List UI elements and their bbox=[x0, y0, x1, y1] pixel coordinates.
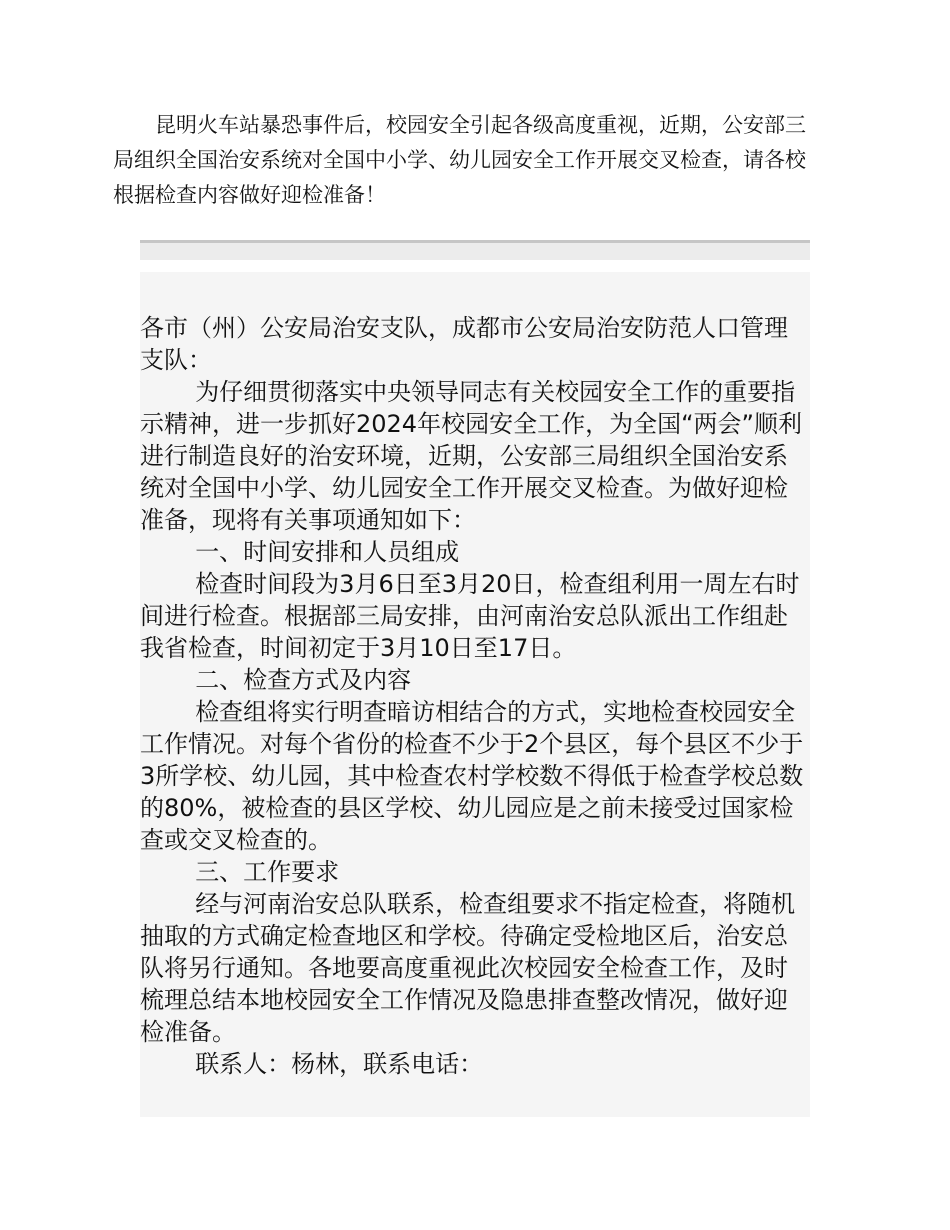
section2-heading: 二、检查方式及内容 bbox=[195, 666, 412, 694]
contact-line: 联系人：杨林，联系电话： bbox=[195, 1050, 484, 1078]
section1-heading: 一、时间安排和人员组成 bbox=[195, 538, 460, 566]
section1-body: 检查时间段为3月6日至3月20日，检查组利用一周左右时间进行检查。根据部三局安排，由河南治安总队派出工作组赴我省检查，时间初定于3月10日至17日。 bbox=[140, 570, 800, 662]
section2-body: 检查组将实行明查暗访相结合的方式，实地检查校园安全工作情况。对每个省份的检查不少于2个县区，每个县区不少于3所学校、幼儿园，其中检查农村学校数不得低于检查学校总数的80%，被检查的县区学校、幼儿园应是之前未接受过国家检查或交叉检查的。 bbox=[140, 698, 804, 854]
intro-paragraph: 昆明火车站暴恐事件后，校园安全引起各级高度重视，近期，公安部三局组织全国治安系统对全国中小学、幼儿园安全工作开展交叉检查，请各校根据检查内容做好迎检准备！ bbox=[113, 113, 806, 207]
notice-salutation: 各市（州）公安局治安支队，成都市公安局治安防范人口管理支队： bbox=[140, 314, 788, 374]
notice-content bbox=[140, 272, 810, 1117]
section3-body: 经与河南治安总队联系，检查组要求不指定检查，将随机抽取的方式确定检查地区和学校。待确定受检地区后，治安总队将另行通知。各地要高度重视此次校园安全检查工作，及时梳理总结本地校园安全工作情况及隐患排查整改情况，做好迎检准备。 bbox=[140, 890, 796, 1046]
intro-block bbox=[113, 108, 813, 213]
section3-heading: 三、工作要求 bbox=[195, 858, 340, 886]
notice-preface: 为仔细贯彻落实中央领导同志有关校园安全工作的重要指示精神，进一步抓好2024年校园安全工作，为全国“两会”顺利进行制造良好的治安环境，近期，公安部三局组织全国治安系统对全国中小学、幼儿园安全工作开展交叉检查。为做好迎检准备，现将有关事项通知如下： bbox=[140, 378, 802, 534]
section-divider bbox=[140, 240, 810, 260]
